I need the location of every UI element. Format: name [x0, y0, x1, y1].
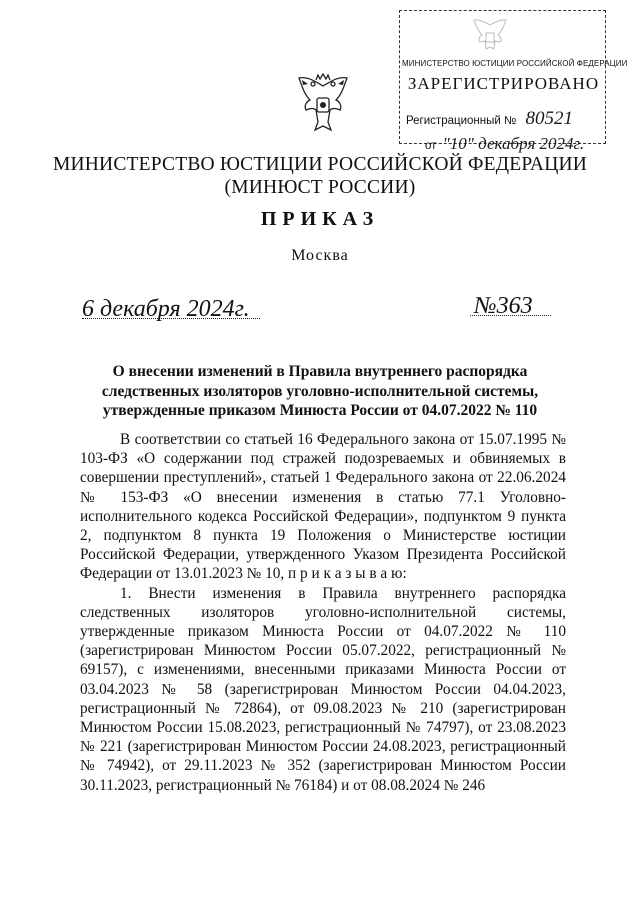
order-body	[80, 430, 566, 795]
stamp-ministry-name: МИНИСТЕРСТВО ЮСТИЦИИ РОССИЙСКОЙ ФЕДЕРАЦИИ	[402, 59, 628, 68]
body-paragraph-preamble: В соответствии со статьей 16 Федерального закона от 15.07.1995 № 103-ФЗ «О содержании под стражей подозреваемых и обвиняемых в совершении преступлений», статьей 1 Федерального закона от 22.06.2024 № 153-ФЗ «О внесении изменения в статью 77.1 Уголовно-исполнительного кодекса Российской Федерации», подпунктом 9 пункта 2, подпунктом 8 пункта 19 Положения о Министерстве юстиции Российской Федерации, утвержденного Указом Президента Российской Федерации от 13.01.2023 № 10, п р и к а з ы в а ю:	[80, 431, 566, 583]
stamp-emblem-icon	[472, 17, 508, 55]
stamp-registration-number: 80521	[525, 108, 574, 129]
body-paragraph-item-1: 1. Внести изменения в Правила внутреннего распорядка следственных изоляторов уголовно-исполнительной системы, утвержденные приказом Минюста России от 04.07.2022 № 110 (зарегистрирован Минюстом России 05.07.2022, регистрационный № 69157), с изменениями, внесенными приказами Минюста России от 03.04.2023 № 58 (зарегистрирован Минюстом России 04.04.2023, регистрационный № 72864), от 09.08.2023 № 210 (зарегистрирован Минюстом России 15.08.2023, регистрационный № 74797), от 23.08.2023 № 221 (зарегистрирован Минюстом России 24.08.2023, регистрационный № 74942), от 29.11.2023 № 352 (зарегистрирован Минюстом России 30.11.2023, регистрационный № 76184) и от 08.08.2024 № 246	[80, 584, 566, 794]
stamp-date-value: "10" декабря 2024г.	[442, 134, 585, 153]
stamp-registration-label: Регистрационный №	[406, 115, 517, 127]
order-number: №363	[474, 293, 533, 319]
order-subject	[80, 362, 560, 421]
stamp-date-row	[425, 134, 584, 154]
document-title: ПРИКАЗ	[260, 208, 380, 230]
stamp-registration-row	[406, 108, 573, 130]
ministry-name: МИНИСТЕРСТВО ЮСТИЦИИ РОССИЙСКОЙ ФЕДЕРАЦИИ	[52, 154, 588, 175]
ministry-header	[0, 153, 640, 199]
subject-line: утвержденные приказом Минюста России от 04.07.2022 № 110	[102, 402, 538, 419]
order-date: 6 декабря 2024г.	[82, 296, 250, 322]
subject-line: О внесении изменений в Правила внутреннего распорядка	[112, 363, 528, 380]
coat-of-arms-emblem	[296, 72, 350, 134]
registration-stamp	[399, 10, 628, 153]
stamp-registered-label: ЗАРЕГИСТРИРОВАНО	[407, 74, 600, 93]
ministry-short-name: (МИНЮСТ РОССИИ)	[224, 177, 416, 198]
subject-line: следственных изоляторов уголовно-исполнительной системы,	[101, 382, 539, 400]
stamp-date-prefix: от	[425, 140, 437, 152]
document-city: Москва	[291, 247, 349, 264]
